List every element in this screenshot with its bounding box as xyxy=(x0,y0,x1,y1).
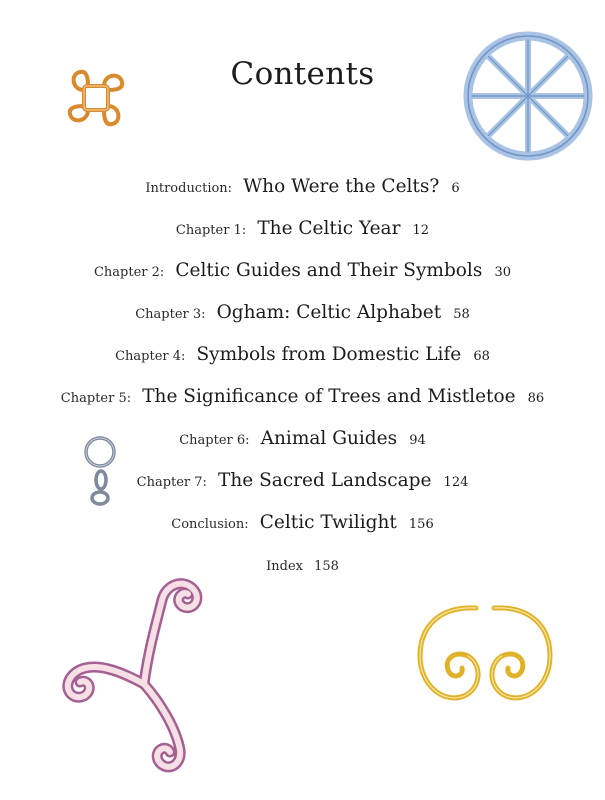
entry-label: Chapter 7: xyxy=(136,475,207,490)
entry-page-number: 94 xyxy=(409,433,426,448)
toc-entry-chapter-5[interactable] xyxy=(0,376,605,418)
entry-page-number: 12 xyxy=(412,223,430,238)
entry-label: Chapter 3: xyxy=(135,307,206,322)
entry-title: Symbols from Domestic Life xyxy=(196,344,462,365)
entry-title: The Sacred Landscape xyxy=(218,470,432,491)
entry-page-number: 156 xyxy=(408,517,434,532)
entry-page-number: 6 xyxy=(451,181,460,196)
toc-entry-chapter-1[interactable] xyxy=(0,208,605,250)
entry-title: Who Were the Celts? xyxy=(243,176,440,197)
chain-ring-icon xyxy=(80,432,120,512)
entry-title: The Significance of Trees and Mistletoe xyxy=(142,386,516,407)
entry-label: Chapter 6: xyxy=(179,433,250,448)
toc-entry-chapter-3[interactable] xyxy=(0,292,605,334)
entry-label: Introduction: xyxy=(145,181,233,196)
entry-title: Celtic Twilight xyxy=(259,512,397,533)
double-spiral-icon xyxy=(410,600,560,720)
toc-entry-chapter-4[interactable] xyxy=(0,334,605,376)
entry-label: Conclusion: xyxy=(171,517,249,532)
entry-page-number: 124 xyxy=(443,475,469,490)
entry-title: Ogham: Celtic Alphabet xyxy=(216,302,442,323)
entry-label: Chapter 1: xyxy=(175,223,247,238)
entry-title: The Celtic Year xyxy=(257,218,401,239)
toc-entry-chapter-2[interactable] xyxy=(0,250,605,292)
index-page-number: 158 xyxy=(314,559,339,574)
entry-title: Animal Guides xyxy=(260,428,398,449)
entry-title: Celtic Guides and Their Symbols xyxy=(175,260,483,281)
entry-page-number: 58 xyxy=(453,307,470,322)
triskele-spiral-icon xyxy=(52,572,232,782)
entry-label: Chapter 5: xyxy=(60,391,132,406)
entry-label: Chapter 4: xyxy=(115,349,186,364)
sun-wheel-icon xyxy=(460,28,596,164)
index-label: Index xyxy=(266,559,303,574)
table-of-contents xyxy=(0,166,605,586)
entry-page-number: 86 xyxy=(527,391,545,406)
entry-page-number: 68 xyxy=(473,349,490,364)
toc-entry-introduction[interactable] xyxy=(0,166,605,208)
entry-label: Chapter 2: xyxy=(93,265,165,280)
entry-page-number: 30 xyxy=(494,265,511,280)
page-title: Contents xyxy=(230,56,375,92)
